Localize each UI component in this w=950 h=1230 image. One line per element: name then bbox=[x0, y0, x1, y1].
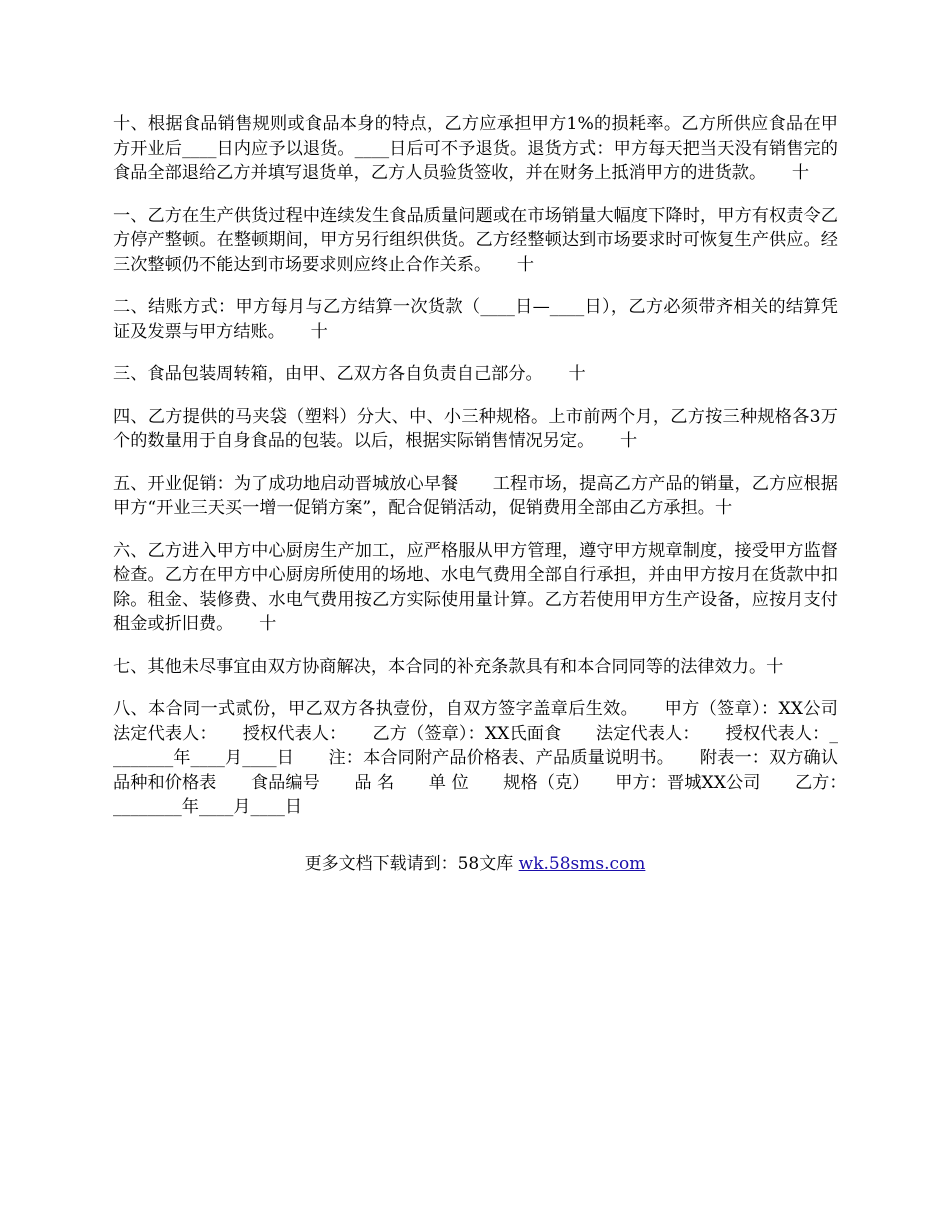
paragraph-clause-15: 五、开业促销：为了成功地启动晋城放心早餐 工程市场，提高乙方产品的销量，乙方应根据甲方“开业三天买一增一促销方案”，配合促销活动，促销费用全部由乙方承担。十 bbox=[113, 473, 838, 518]
footer-link[interactable]: wk.58sms.com bbox=[518, 854, 646, 874]
paragraph-clause-10: 十、根据食品销售规则或食品本身的特点，乙方应承担甲方1%的损耗率。乙方所供应食品在甲方开业后____日内应予以退货。____日后可不予退货。退货方式：甲方每天把当天没有销售完的食品全部退给乙方并填写退货单，乙方人员验货签收，并在财务上抵消甲方的进货款。 十 bbox=[113, 114, 838, 183]
paragraph-clause-16: 六、乙方进入甲方中心厨房生产加工，应严格服从甲方管理，遵守甲方规章制度，接受甲方监督检查。乙方在甲方中心厨房所使用的场地、水电气费用全部自行承担，并由甲方按月在货款中扣除。租金、装修费、水电气费用按乙方实际使用量计算。乙方若使用甲方生产设备，应按月支付租金或折旧费。 十 bbox=[113, 540, 838, 634]
document-body bbox=[113, 112, 873, 838]
paragraph-clause-12: 二、结账方式：甲方每月与乙方结算一次货款（____日—____日），乙方必须带齐相关的结算凭证及发票与甲方结账。 十 bbox=[113, 297, 838, 342]
paragraph-clause-14: 四、乙方提供的马夹袋（塑料）分大、中、小三种规格。上市前两个月，乙方按三种规格各3万个的数量用于自身食品的包装。以后，根据实际销售情况另定。 十 bbox=[113, 406, 838, 451]
paragraph-clause-13: 三、食品包装周转箱，由甲、乙双方各自负责自己部分。 十 bbox=[113, 364, 586, 384]
paragraph-clause-11: 一、乙方在生产供货过程中连续发生食品质量问题或在市场销量大幅度下降时，甲方有权责令乙方停产整顿。在整顿期间，甲方另行组织供货。乙方经整顿达到市场要求时可恢复生产供应。经三次整顿仍不能达到市场要求则应终止合作关系。 十 bbox=[113, 205, 838, 275]
paragraph-clause-17: 七、其他未尽事宜由双方协商解决，本合同的补充条款具有和本合同同等的法律效力。十 bbox=[113, 656, 784, 677]
footer-text: 更多文档下载请到：58文库 bbox=[304, 854, 519, 874]
download-footer bbox=[0, 852, 950, 876]
paragraph-clause-18-signatures: 八、本合同一式贰份，甲乙双方各执壹份，自双方签字盖章后生效。 甲方（签章）：XX公司 法定代表人： 授权代表人： 乙方（签章）：XX氏面食 法定代表人： 授权代表人：________年____月____日 注：本合同附产品价格表、产品质量说明书。 附表一：双方确认品种和价格表 食品编号 品 名 单 位 规格（克） 甲方：晋城XX公司 乙方： ________年____月____日 bbox=[113, 699, 873, 817]
